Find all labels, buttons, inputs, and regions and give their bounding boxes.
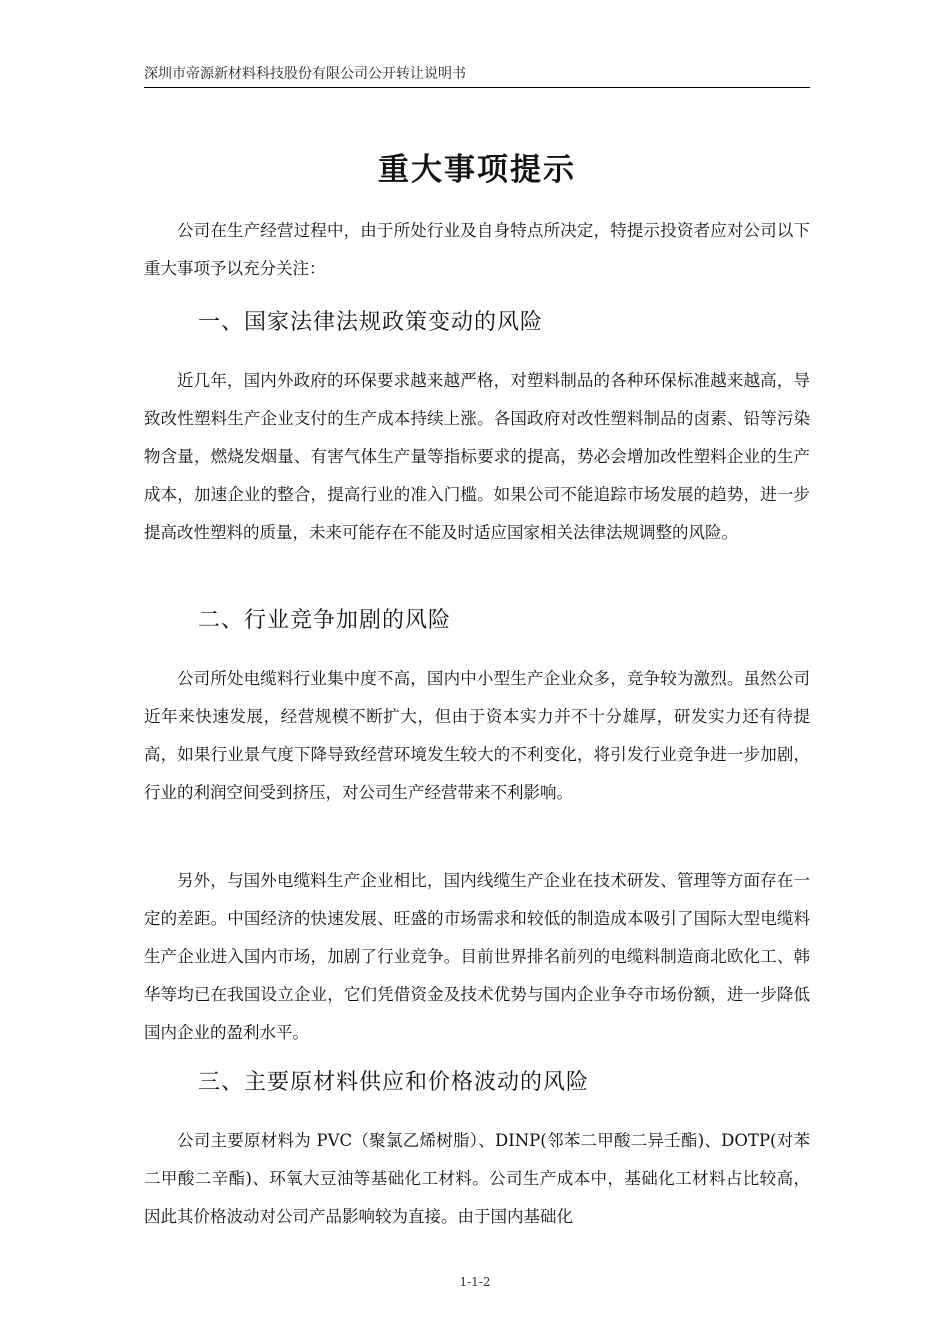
section-2-paragraph-1: 公司所处电缆料行业集中度不高，国内中小型生产企业众多，竞争较为激烈。虽然公司近年来快速发展，经营规模不断扩大，但由于资本实力并不十分雄厚，研发实力还有待提高，如果行业景气度下降导致经营环境发生较大的不利变化，将引发行业竞争进一步加剧，行业的利润空间受到挤压，对公司生产经营带来不利影响。 [144,669,810,802]
header-divider [144,87,810,88]
section-heading-2: 二、行业竞争加剧的风险 [198,608,452,633]
section-1-paragraph-1: 近几年，国内外政府的环保要求越来越严格，对塑料制品的各种环保标准越来越高，导致改性塑料生产企业支付的生产成本持续上涨。各国政府对改性塑料制品的卤素、铅等污染物含量，燃烧发烟量、有害气体生产量等指标要求的提高，势必会增加改性塑料企业的生产成本，加速企业的整合，提高行业的准入门槛。如果公司不能追踪市场发展的趋势，进一步提高改性塑料的质量，未来可能存在不能及时适应国家相关法律法规调整的风险。 [144,371,810,542]
page-number: 1-1-2 [459,1275,491,1289]
section-heading-1: 一、国家法律法规政策变动的风险 [198,310,544,335]
section-heading-3: 三、主要原材料供应和价格波动的风险 [198,1070,590,1095]
section-2-paragraph-2: 另外，与国外电缆料生产企业相比，国内线缆生产企业在技术研发、管理等方面存在一定的差距。中国经济的快速发展、旺盛的市场需求和较低的制造成本吸引了国际大型电缆料生产企业进入国内市场，加剧了行业竞争。目前世界排名前列的电缆料制造商北欧化工、韩华等均已在我国设立企业，它们凭借资金及技术优势与国内企业争夺市场份额，进一步降低国内企业的盈利水平。 [144,871,810,1042]
running-header: 深圳市帝源新材料科技股份有限公司公开转让说明书 [144,66,466,82]
intro-paragraph: 公司在生产经营过程中，由于所处行业及自身特点所决定，特提示投资者应对公司以下重大事项予以充分关注： [144,221,810,278]
section-3-paragraph-1: 公司主要原材料为 PVC（聚氯乙烯树脂）、DINP(邻苯二甲酸二异壬酯)、DOTP(对苯二甲酸二辛酯)、环氧大豆油等基础化工材料。公司生产成本中，基础化工材料占比较高，因此其价格波动对公司产品影响较为直接。由于国内基础化 [144,1131,810,1226]
page-title: 重大事项提示 [378,151,576,188]
